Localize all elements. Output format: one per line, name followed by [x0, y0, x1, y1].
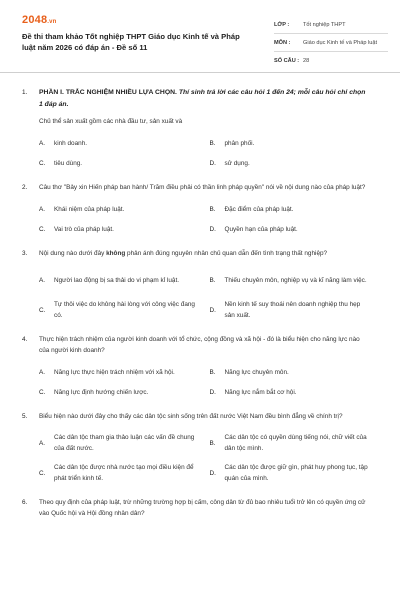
option-text: Năng lực định hướng chiến lược.	[54, 388, 149, 396]
option-d[interactable]	[210, 382, 371, 402]
stem-text: Nội dung nào dưới đây	[39, 250, 107, 257]
option-letter: C.	[39, 159, 46, 167]
stem-emphasis: không	[106, 250, 126, 257]
question-number: 3.	[22, 250, 28, 257]
question-number: 1.	[22, 89, 28, 96]
option-text: phân phối.	[224, 139, 255, 147]
answer-options	[39, 265, 370, 325]
answer-options	[39, 133, 370, 173]
exam-title: Đề thi tham khảo Tốt nghiệp THPT Giáo dục Kinh tế và Pháp luật năm 2026 có đáp án - Đề số 11	[22, 32, 240, 52]
option-c[interactable]	[39, 458, 200, 488]
option-c[interactable]	[39, 382, 200, 402]
meta-key: LỚP :	[274, 21, 290, 28]
meta-key: MÔN :	[274, 39, 291, 46]
meta-value: 28	[303, 57, 310, 64]
option-letter: B.	[209, 368, 216, 376]
logo-suffix: .vn	[47, 19, 57, 25]
stem-text: phản ánh đúng nguyên nhân chủ quan dẫn đến tình trạng thất nghiệp?	[125, 250, 328, 257]
answer-options	[39, 428, 370, 488]
question-5	[22, 411, 370, 488]
header-left	[22, 14, 244, 64]
option-c[interactable]	[39, 295, 200, 325]
meta-row-count	[274, 52, 388, 69]
question-stem: Câu thơ "Bảy xin Hiến pháp ban hành/ Trăm điều phải có thần linh pháp quyền" nói về nội dung nào của pháp luật?	[39, 184, 366, 191]
question-2	[22, 182, 370, 239]
option-letter: C.	[39, 225, 46, 233]
option-a[interactable]	[39, 362, 200, 382]
option-a[interactable]	[39, 265, 200, 295]
option-text: Người lao động bị sa thải do vi phạm kỉ luật.	[54, 276, 179, 284]
header-divider	[0, 72, 400, 73]
option-text: tiêu dùng.	[54, 159, 83, 167]
option-a[interactable]	[39, 199, 200, 219]
option-text: sử dụng.	[224, 159, 250, 167]
option-text: Các dân tộc được nhà nước tạo mọi điều kiện để phát triển kinh tế.	[54, 464, 194, 482]
meta-row-grade	[274, 16, 388, 34]
option-letter: D.	[209, 469, 216, 477]
option-b[interactable]	[210, 199, 371, 219]
option-a[interactable]	[39, 428, 200, 458]
option-letter: B.	[209, 205, 216, 213]
option-letter: B.	[209, 139, 216, 147]
option-letter: C.	[39, 306, 46, 314]
logo-text: 2048	[22, 14, 48, 26]
option-text: Năng lực chuyên môn.	[224, 368, 289, 376]
option-d[interactable]	[210, 458, 371, 488]
option-text: Các dân tộc có quyền dùng tiếng nói, chữ viết của dân tộc mình.	[224, 434, 367, 452]
option-b[interactable]	[210, 428, 371, 458]
meta-value: Tốt nghiệp THPT	[303, 21, 346, 28]
part-heading	[39, 87, 370, 111]
question-stem	[39, 248, 370, 259]
part-title: PHẦN I. TRẮC NGHIỆM NHIỀU LỰA CHỌN.	[39, 89, 177, 96]
exam-meta	[274, 16, 388, 64]
option-text: Khái niệm của pháp luật.	[54, 205, 125, 213]
question-list	[22, 87, 370, 528]
question-4	[22, 334, 370, 402]
option-letter: D.	[209, 225, 216, 233]
option-letter: C.	[39, 469, 46, 477]
question-number: 4.	[22, 336, 28, 343]
option-letter: B.	[209, 276, 216, 284]
option-b[interactable]	[210, 265, 371, 295]
option-c[interactable]	[39, 219, 200, 239]
question-number: 5.	[22, 413, 28, 420]
question-stem: Theo quy định của pháp luật, trừ những trường hợp bị cấm, công dân từ đủ bao nhiêu tuổi trở lên có quyền ứng cử vào Quốc hội và Hội đồng nhân dân?	[39, 499, 366, 517]
question-6	[22, 497, 370, 519]
page-header	[0, 0, 400, 64]
site-logo[interactable]	[22, 14, 244, 26]
question-number: 6.	[22, 499, 28, 506]
option-text: Tự thôi việc do không hài lòng với công việc đang có.	[54, 301, 195, 319]
option-letter: D.	[209, 306, 216, 314]
option-text: Vai trò của pháp luật.	[54, 225, 114, 233]
option-text: Quyền hạn của pháp luật.	[224, 225, 298, 233]
meta-row-subject	[274, 34, 388, 52]
option-letter: A.	[39, 439, 46, 447]
option-b[interactable]	[210, 133, 371, 153]
option-d[interactable]	[210, 153, 371, 173]
part-instruction: Thí sinh trả lời các câu hỏi 1 đến 24; mỗi câu hỏi chỉ chọn 1 đáp án.	[39, 89, 366, 108]
option-letter: A.	[39, 205, 46, 213]
option-text: Các dân tộc được giữ gìn, phát huy phong tục, tập quán của mình.	[224, 464, 368, 482]
option-letter: D.	[209, 159, 216, 167]
option-letter: A.	[39, 139, 46, 147]
option-text: Thiếu chuyên môn, nghiệp vụ và kĩ năng làm việc.	[224, 276, 367, 284]
option-d[interactable]	[210, 295, 371, 325]
question-3	[22, 248, 370, 325]
question-number: 2.	[22, 184, 28, 191]
meta-value: Giáo dục Kinh tế và Pháp luật	[303, 39, 378, 46]
option-letter: D.	[209, 388, 216, 396]
option-b[interactable]	[210, 362, 371, 382]
question-stem: Thực hiện trách nhiệm của người kinh doanh với tổ chức, cộng đồng và xã hội - đó là biểu hiện cho năng lực nào của người kinh doanh?	[39, 336, 360, 354]
option-text: Năng lực nắm bắt cơ hội.	[224, 388, 297, 396]
answer-options	[39, 362, 370, 402]
question-stem: Biểu hiện nào dưới đây cho thấy các dân tộc sinh sống trên đất nước Việt Nam đều bình đẳng về chính trị?	[39, 413, 343, 420]
option-letter: C.	[39, 388, 46, 396]
question-stem: Chủ thể sản xuất gồm các nhà đầu tư, sản xuất và	[39, 118, 183, 125]
option-text: Đặc điểm của pháp luật.	[224, 205, 294, 213]
option-d[interactable]	[210, 219, 371, 239]
meta-key: SỐ CÂU :	[274, 57, 300, 64]
option-text: kinh doanh.	[54, 139, 88, 147]
question-1	[22, 87, 370, 173]
option-letter: A.	[39, 368, 46, 376]
option-text: Năng lực thực hiện trách nhiệm với xã hội.	[54, 368, 175, 376]
option-text: Các dân tộc tham gia thảo luận các vấn đề chung của đất nước.	[54, 434, 195, 452]
answer-options	[39, 199, 370, 239]
option-letter: A.	[39, 276, 46, 284]
option-a[interactable]	[39, 133, 200, 153]
option-text: Nền kinh tế suy thoái nên doanh nghiệp thu hẹp sản xuất.	[224, 301, 361, 319]
option-letter: B.	[209, 439, 216, 447]
option-c[interactable]	[39, 153, 200, 173]
